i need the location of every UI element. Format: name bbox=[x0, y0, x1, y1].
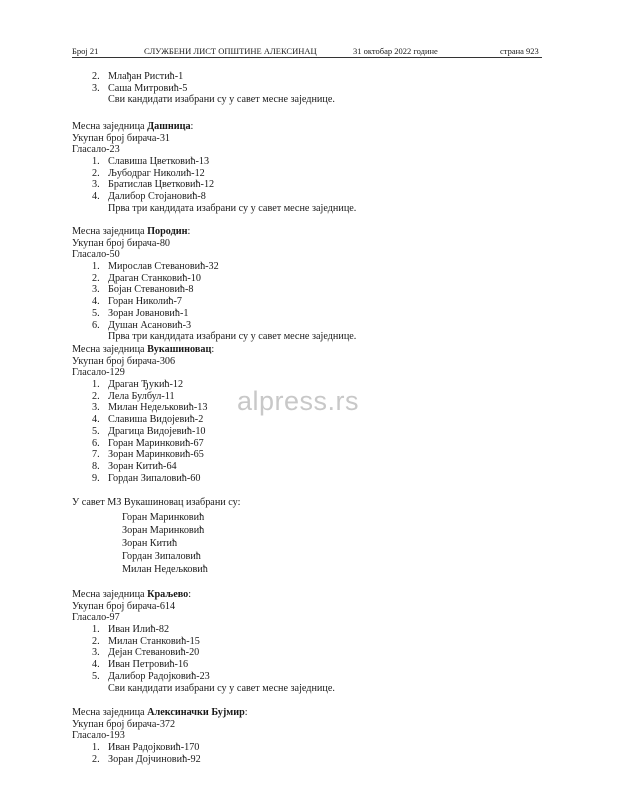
list-item: 2. Милан Станковић-15 bbox=[92, 635, 200, 647]
page-header bbox=[72, 45, 542, 58]
list-item: 8. Зоран Китић-64 bbox=[92, 460, 177, 472]
list-item: 3. Бојан Стевановић-8 bbox=[92, 284, 194, 296]
council-section bbox=[72, 497, 552, 577]
list-item: 6. Душан Асановић-3 bbox=[92, 319, 192, 331]
section-aleksinacki-bujmir bbox=[72, 707, 552, 765]
list-item: 6. Горан Маринковић-67 bbox=[92, 437, 204, 449]
section-note: Сви кандидати изабрани су у савет месне заједнице. bbox=[108, 94, 335, 106]
section-porodin bbox=[72, 226, 552, 343]
list-item: 5. Далибор Радојковић-23 bbox=[92, 670, 210, 682]
list-item: 1. Иван Илић-82 bbox=[92, 624, 170, 636]
list-item: 5. Зоран Јовановић-1 bbox=[92, 307, 189, 319]
intro-section bbox=[72, 71, 552, 106]
issue-number: Број 21 bbox=[72, 46, 99, 56]
council-title: У савет МЗ Вукашиновац изабрани су: bbox=[72, 497, 241, 508]
section-heading: Месна заједница Породин: bbox=[72, 226, 191, 237]
page-number: страна 923 bbox=[500, 46, 539, 56]
total-voters: Укупан број бирача-306 bbox=[72, 355, 176, 367]
section-dasnica bbox=[72, 121, 552, 215]
list-item: 3. Братислав Цветковић-12 bbox=[92, 179, 215, 191]
section-kraljevo bbox=[72, 589, 552, 694]
issue-date: 31 октобар 2022 године bbox=[353, 46, 438, 56]
section-note: Прва три кандидата изабрани су у савет месне заједнице. bbox=[108, 202, 357, 214]
council-member: Зоран Китић bbox=[122, 538, 178, 550]
list-item: 5. Драгица Видојевић-10 bbox=[92, 425, 206, 437]
total-voters: Укупан број бирача-614 bbox=[72, 600, 176, 612]
list-item: 4. Горан Николић-7 bbox=[92, 296, 183, 308]
voted-count: Гласало-193 bbox=[72, 730, 125, 742]
section-heading: Месна заједница Краљево: bbox=[72, 589, 192, 600]
list-item: 2. Драган Станковић-10 bbox=[92, 272, 201, 284]
list-item: 3. Дејан Стевановић-20 bbox=[92, 647, 200, 659]
total-voters: Укупан број бирача-80 bbox=[72, 237, 171, 249]
council-member: Гордан Зипаловић bbox=[122, 551, 201, 563]
council-member: Милан Недељковић bbox=[122, 564, 208, 576]
total-voters: Укупан број бирача-372 bbox=[72, 718, 176, 730]
section-heading: Месна заједница Алексиначки Бујмир: bbox=[72, 707, 248, 718]
list-item: 1. Славиша Цветковић-13 bbox=[92, 156, 210, 168]
voted-count: Гласало-129 bbox=[72, 367, 125, 379]
list-item: 2. Млађан Ристић-1 bbox=[92, 71, 184, 82]
list-item: 1. Драган Ђукић-12 bbox=[92, 379, 184, 391]
list-item: 2. Лела Булбул-11 bbox=[92, 390, 175, 402]
list-item: 3. Милан Недељковић-13 bbox=[92, 402, 208, 414]
list-item: 2. Зоран Дојчиновић-92 bbox=[92, 753, 201, 765]
list-item: 3. Саша Митровић-5 bbox=[92, 82, 188, 94]
list-item: 4. Далибор Стојановић-8 bbox=[92, 191, 206, 203]
list-item: 9. Гордан Зипаловић-60 bbox=[92, 472, 201, 484]
section-note: Прва три кандидата изабрани су у савет месне заједнице. bbox=[108, 331, 357, 343]
list-item: 4. Иван Петровић-16 bbox=[92, 659, 189, 671]
list-item: 1. Иван Радојковић-170 bbox=[92, 742, 200, 754]
list-item: 2. Љубодраг Николић-12 bbox=[92, 167, 205, 179]
total-voters: Укупан број бирача-31 bbox=[72, 132, 171, 144]
council-member: Зоран Маринковић bbox=[122, 524, 205, 536]
voted-count: Гласало-97 bbox=[72, 612, 120, 624]
voted-count: Гласало-23 bbox=[72, 144, 120, 156]
council-member: Горан Маринковић bbox=[122, 511, 205, 523]
section-heading: Месна заједница Вукашиновац: bbox=[72, 344, 215, 355]
section-note: Сви кандидати изабрани су у савет месне заједнице. bbox=[108, 682, 335, 694]
section-heading: Месна заједница Дашница: bbox=[72, 121, 194, 132]
list-item: 4. Славиша Видојевић-2 bbox=[92, 414, 204, 426]
voted-count: Гласало-50 bbox=[72, 249, 120, 261]
list-item: 1. Мирослав Стевановић-32 bbox=[92, 261, 219, 273]
watermark: alpress.rs bbox=[237, 386, 360, 416]
list-item: 7. Зоран Маринковић-65 bbox=[92, 449, 204, 461]
journal-title: СЛУЖБЕНИ ЛИСТ ОПШТИНЕ АЛЕКСИНАЦ bbox=[144, 46, 317, 56]
